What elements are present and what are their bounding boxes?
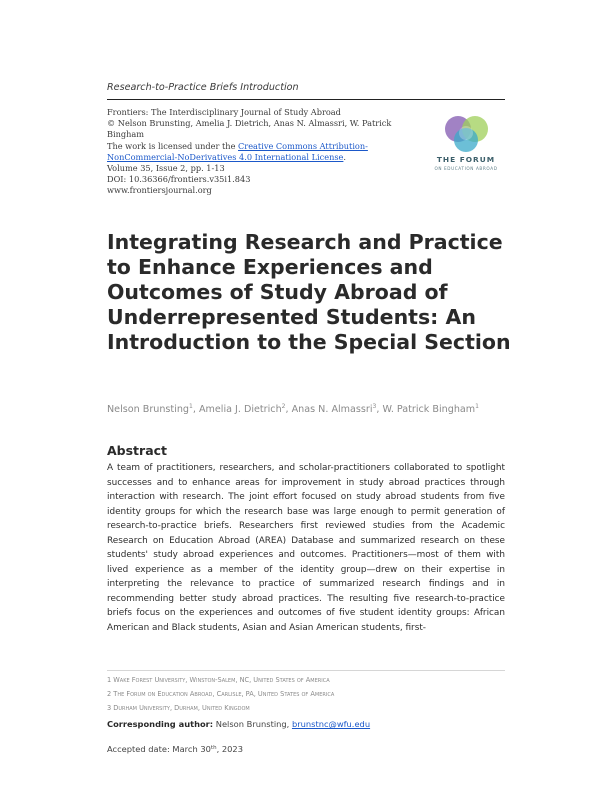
- author-separator: ,: [376, 404, 383, 415]
- doi: DOI: 10.36366/frontiers.v35i1.843: [107, 174, 251, 185]
- footnote-affiliation-2: 2 The Forum on Education Abroad, Carlisle, PA, United States of America: [107, 690, 335, 698]
- forum-logo-icon: [430, 112, 502, 156]
- affiliation-marker: 1: [475, 403, 479, 410]
- author-name: Nelson Brunsting: [107, 404, 190, 415]
- abstract-heading: Abstract: [107, 443, 168, 458]
- copyright-line-continued: Bingham: [107, 129, 145, 140]
- author-name: W. Patrick Bingham: [382, 404, 476, 415]
- corresponding-email-link[interactable]: brunstnc@wfu.edu: [291, 719, 371, 729]
- article-metadata: [107, 107, 407, 197]
- logo-wordmark: THE FORUM: [436, 155, 496, 164]
- affiliation-marker: 3: [372, 403, 377, 410]
- license-link-continued[interactable]: NonCommercial-NoDerivatives 4.0 International License: [107, 151, 344, 162]
- license-link[interactable]: Creative Commons Attribution-: [238, 140, 368, 151]
- running-head: Research-to-Practice Briefs Introduction: [107, 82, 299, 93]
- license-line: [107, 141, 407, 152]
- accepted-date: [107, 744, 243, 754]
- corresponding-name: Nelson Brunsting,: [213, 719, 292, 729]
- article-title: Integrating Research and Practice to Enhance Experiences and Outcomes of Study Abroad of Underrepresented Students: An Introduction to the Special Section: [107, 230, 511, 354]
- forum-logo: [430, 112, 502, 182]
- author-separator: ,: [285, 404, 292, 415]
- affiliation-marker: 1: [189, 403, 193, 410]
- logo-tagline: ON EDUCATION ABROAD: [434, 166, 498, 171]
- corresponding-label: Corresponding author:: [107, 719, 214, 729]
- license-prefix: The work is licensed under the: [107, 140, 239, 151]
- copyright-line: © Nelson Brunsting, Amelia J. Dietrich, Anas N. Almassri, W. Patrick: [107, 118, 392, 129]
- journal-name: Frontiers: The Interdisciplinary Journal of Study Abroad: [107, 107, 341, 117]
- license-line-continued: [107, 152, 407, 163]
- author-separator: ,: [192, 404, 199, 415]
- author-name: Anas N. Almassri: [291, 404, 373, 415]
- ordinal-suffix: th: [210, 745, 217, 751]
- footnote-rule: [107, 670, 505, 671]
- journal-website: www.frontiersjournal.org: [107, 185, 212, 196]
- author-name: Amelia J. Dietrich: [198, 404, 282, 415]
- accepted-date-text: Accepted date: March 30: [107, 744, 211, 754]
- volume-issue: Volume 35, Issue 2, pp. 1-13: [107, 163, 225, 174]
- affiliation-marker: 2: [281, 403, 286, 410]
- footnote-affiliation-3: 3 Durham University, Durham, United Kingdom: [107, 704, 250, 712]
- header-rule: [107, 99, 505, 100]
- author-list: [107, 398, 507, 418]
- abstract-body: A team of practitioners, researchers, and scholar-practitioners collaborated to spotlight successes and to enhance areas for improvement in study abroad practices through interaction with research. The joint effort focused on study abroad students from five identity groups for which the research base was large enough to permit generation of research-to-practice briefs. Researchers first reviewed studies from the Academic Research on Education Abroad (AREA) Database and summarized research on these students' study abroad experiences and outcomes. Practitioners—most of them with lived experience as a member of the identity group—drew on their expertise in interpreting the relevance to practice of summarized research findings and in recommending better study abroad practices. The resulting five research-to-practice briefs focus on the experiences and outcomes of five student identity groups: African American and Black students, Asian and Asian American students, first-: [107, 463, 505, 634]
- footnote-affiliation-1: 1 Wake Forest University, Winston-Salem, NC, United States of America: [107, 676, 330, 684]
- corresponding-author: [107, 719, 370, 729]
- license-suffix: .: [343, 151, 347, 162]
- affiliation-footnotes: [107, 673, 334, 715]
- accepted-year: , 2023: [216, 744, 243, 754]
